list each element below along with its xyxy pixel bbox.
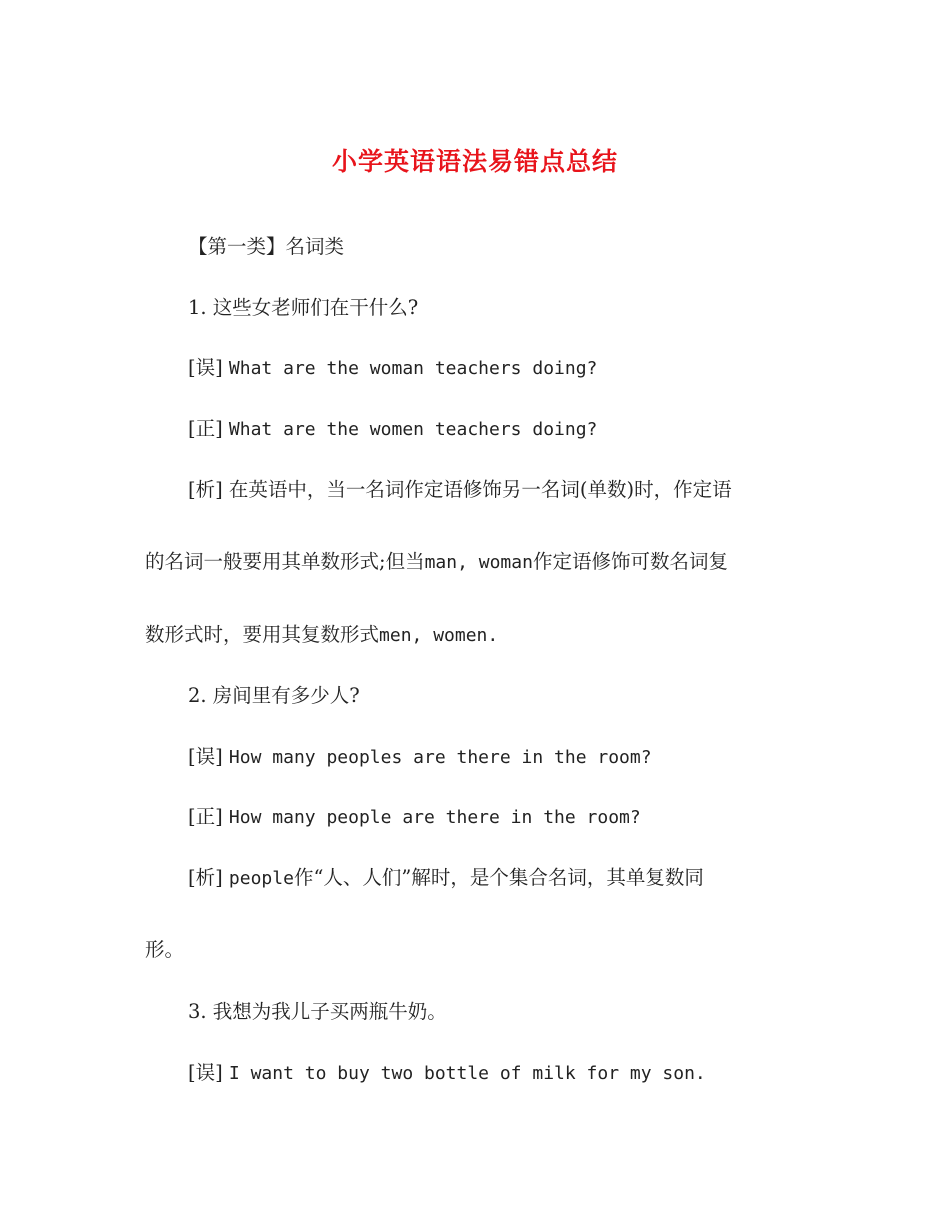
q2-analysis-text-1a: people	[228, 868, 294, 889]
q1-analysis-line-2	[145, 548, 728, 577]
analysis-tag: [析]	[188, 478, 223, 501]
q1-right-sentence: What are the women teachers doing?	[228, 419, 598, 440]
q2-wrong-sentence: How many peoples are there in the room?	[228, 747, 652, 768]
analysis-tag: [析]	[188, 866, 223, 889]
q2-analysis-text-1b: 作“人、人们”解时，是个集合名词，其单复数同	[293, 866, 704, 889]
q1-wrong-sentence: What are the woman teachers doing?	[228, 358, 598, 379]
q1-analysis-text-1: 在英语中，当一名词作定语修饰另一名词(单数)时，作定语	[228, 478, 732, 501]
q3-wrong-sentence: I want to buy two bottle of milk for my son.	[228, 1063, 706, 1084]
q1-analysis-text-2a: 的名词一般要用其单数形式;但当	[145, 550, 425, 573]
q2-right-sentence: How many people are there in the room?	[228, 807, 641, 828]
question-3: 3. 我想为我儿子买两瓶牛奶。	[188, 1000, 447, 1023]
q1-analysis-text-2b: man, woman	[424, 552, 533, 573]
q1-analysis-text-3a: 数形式时，要用其复数形式	[145, 623, 380, 646]
q1-wrong-line	[188, 354, 597, 383]
q2-right-line	[188, 803, 641, 832]
right-tag: [正]	[188, 805, 223, 828]
q1-analysis-line-3	[145, 621, 498, 650]
q3-wrong-line	[188, 1059, 706, 1088]
wrong-tag: [误]	[188, 745, 223, 768]
q1-analysis-text-3b: men, women.	[379, 625, 499, 646]
document-title: 小学英语语法易错点总结	[331, 147, 618, 176]
q1-right-line	[188, 415, 597, 444]
right-tag: [正]	[188, 417, 223, 440]
wrong-tag: [误]	[188, 1061, 223, 1084]
section-heading: 【第一类】名词类	[188, 235, 345, 258]
question-1: 1. 这些女老师们在干什么?	[188, 296, 419, 319]
question-2: 2. 房间里有多少人?	[188, 684, 360, 707]
q1-analysis-line-1	[188, 476, 732, 504]
q2-wrong-line	[188, 743, 652, 772]
q2-analysis-line-2: 形。	[145, 938, 185, 961]
wrong-tag: [误]	[188, 356, 223, 379]
q2-analysis-line-1	[188, 864, 704, 893]
q1-analysis-text-2c: 作定语修饰可数名词复	[532, 550, 728, 573]
